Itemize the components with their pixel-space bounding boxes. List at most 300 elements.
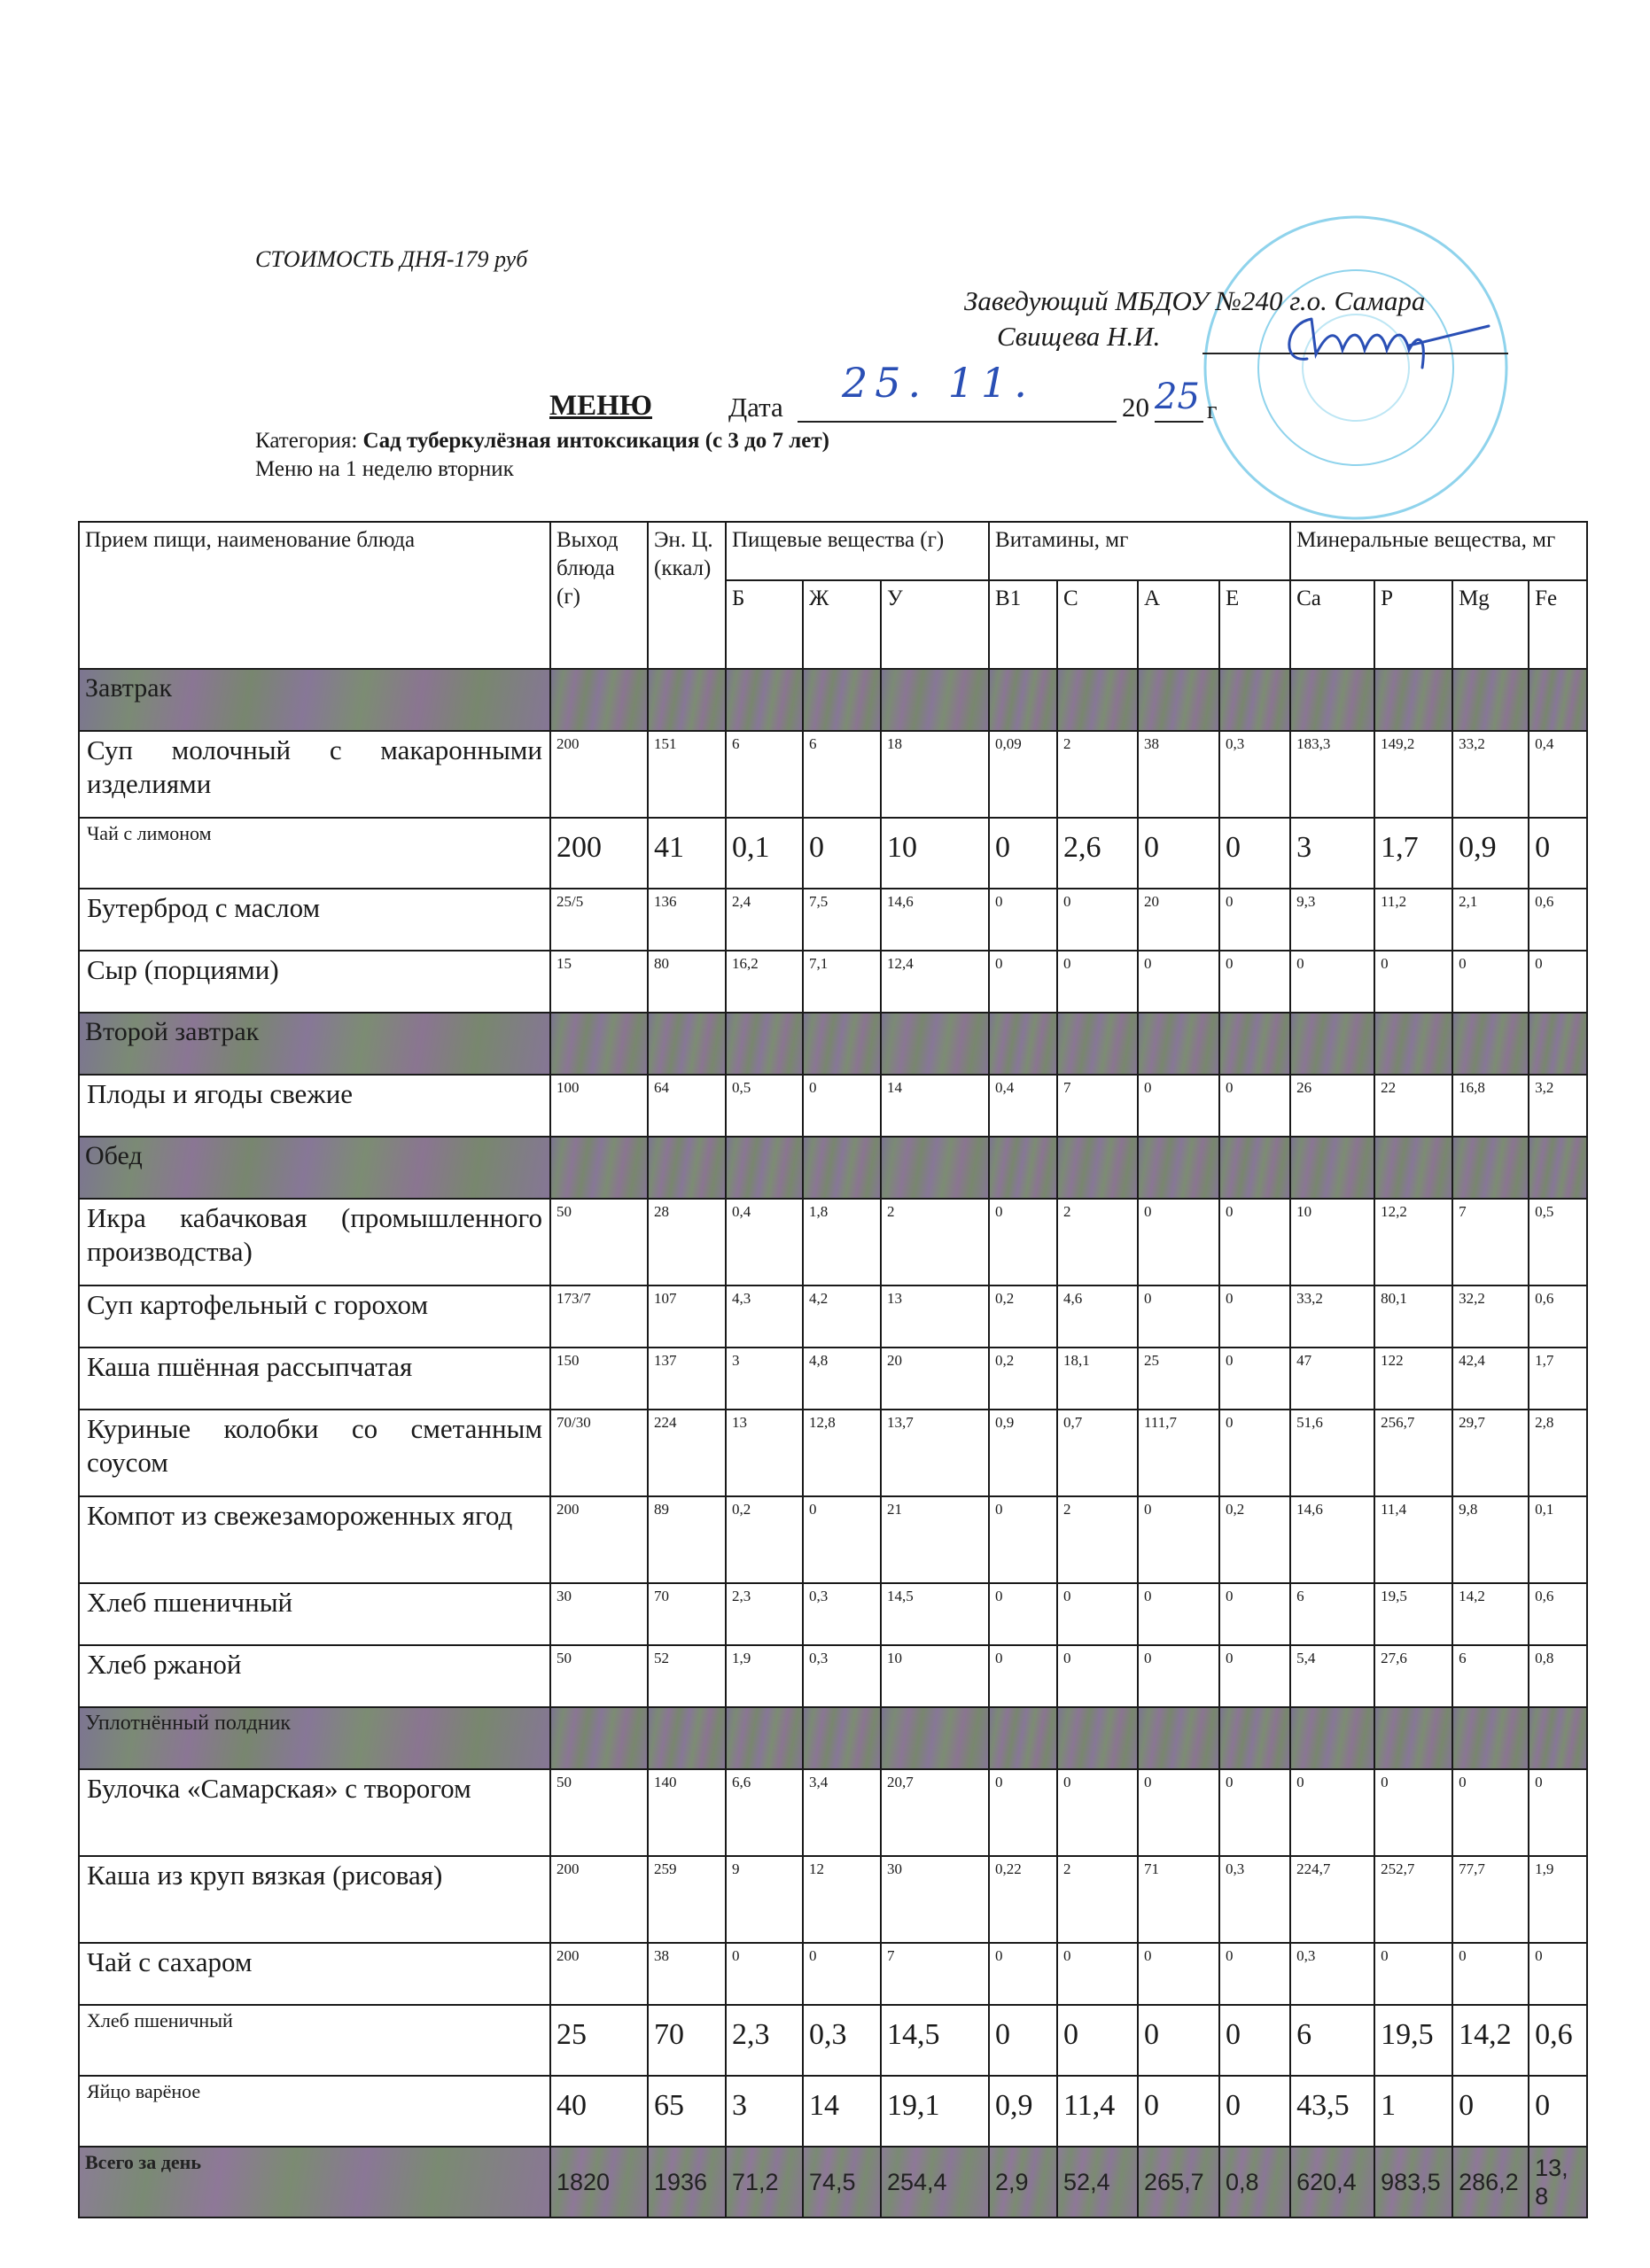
section-cell <box>726 1013 803 1075</box>
section-cell <box>1452 1707 1529 1769</box>
dish-value: 0 <box>1219 1943 1290 2005</box>
category-label: Категория: <box>255 429 358 453</box>
section-cell <box>1138 669 1219 731</box>
dish-value: 70 <box>648 2005 726 2076</box>
dish-value: 26 <box>1290 1075 1374 1137</box>
total-value: 74,5 <box>803 2147 881 2218</box>
dish-value: 20,7 <box>881 1769 989 1856</box>
dish-row <box>79 889 1587 951</box>
dish-value: 0 <box>1374 1769 1452 1856</box>
dish-value: 0 <box>1219 951 1290 1013</box>
dish-value: 2,6 <box>1057 818 1138 889</box>
dish-value: 0,8 <box>1529 1645 1587 1707</box>
dish-value: 0 <box>1138 1285 1219 1348</box>
section-cell <box>803 669 881 731</box>
dish-value: 9,3 <box>1290 889 1374 951</box>
dish-name: Каша из круп вязкая (рисовая) <box>79 1856 550 1943</box>
section-cell <box>1219 1707 1290 1769</box>
dish-value: 2,8 <box>1529 1410 1587 1496</box>
dish-value: 0,6 <box>1529 1583 1587 1645</box>
dish-value: 0,4 <box>726 1199 803 1285</box>
dish-value: 77,7 <box>1452 1856 1529 1943</box>
dish-value: 25/5 <box>550 889 648 951</box>
section-cell <box>1057 1137 1138 1199</box>
dish-value: 6 <box>1452 1645 1529 1707</box>
dish-value: 13,7 <box>881 1410 989 1496</box>
dish-row <box>79 1496 1587 1583</box>
dish-value: 0 <box>1219 1075 1290 1137</box>
dish-value: 89 <box>648 1496 726 1583</box>
dish-row <box>79 1199 1587 1285</box>
dish-value: 0 <box>1138 1199 1219 1285</box>
director-title: Заведующий МБДОУ №240 г.о. Самара <box>964 285 1426 316</box>
dish-value: 7 <box>1057 1075 1138 1137</box>
dish-value: 0 <box>989 1496 1057 1583</box>
dish-value: 0 <box>1138 2076 1219 2147</box>
dish-value: 33,2 <box>1290 1285 1374 1348</box>
total-value: 0,8 <box>1219 2147 1290 2218</box>
dish-value: 0 <box>989 1645 1057 1707</box>
dish-value: 0 <box>989 1199 1057 1285</box>
dish-value: 0,5 <box>726 1075 803 1137</box>
date-line <box>798 421 1117 423</box>
dish-value: 0,1 <box>1529 1496 1587 1583</box>
week-line: Меню на 1 неделю вторник <box>255 457 514 481</box>
dish-row <box>79 1583 1587 1645</box>
dish-value: 0 <box>1219 1769 1290 1856</box>
header-p: P <box>1374 580 1452 669</box>
dish-value: 0 <box>1138 1496 1219 1583</box>
section-cell <box>1374 669 1452 731</box>
dish-value: 11,4 <box>1057 2076 1138 2147</box>
dish-value: 50 <box>550 1199 648 1285</box>
dish-name: Плоды и ягоды свежие <box>79 1075 550 1137</box>
dish-row <box>79 2005 1587 2076</box>
dish-value: 0,4 <box>1529 731 1587 818</box>
dish-value: 0 <box>1529 1943 1587 2005</box>
dish-value: 19,5 <box>1374 1583 1452 1645</box>
dish-value: 25 <box>1138 1348 1219 1410</box>
dish-value: 256,7 <box>1374 1410 1452 1496</box>
dish-value: 9,8 <box>1452 1496 1529 1583</box>
dish-value: 2 <box>1057 731 1138 818</box>
dish-value: 0 <box>1138 1583 1219 1645</box>
dish-value: 0 <box>1219 1410 1290 1496</box>
header-energy: Эн. Ц. (ккал) <box>648 522 726 669</box>
year-prefix: 20 <box>1122 392 1149 423</box>
dish-value: 70/30 <box>550 1410 648 1496</box>
total-value: 52,4 <box>1057 2147 1138 2218</box>
dish-name: Хлеб пшеничный <box>79 2005 550 2076</box>
section-cell <box>648 1707 726 1769</box>
dish-value: 11,2 <box>1374 889 1452 951</box>
dish-name: Хлеб пшеничный <box>79 1583 550 1645</box>
section-row <box>79 1707 1587 1769</box>
total-value: 983,5 <box>1374 2147 1452 2218</box>
total-value: 265,7 <box>1138 2147 1219 2218</box>
dish-name: Куриные колобки со сметанным соусом <box>79 1410 550 1496</box>
dish-value: 19,1 <box>881 2076 989 2147</box>
dish-value: 0,6 <box>1529 1285 1587 1348</box>
dish-value: 3 <box>726 1348 803 1410</box>
dish-value: 0 <box>1452 951 1529 1013</box>
dish-value: 25 <box>550 2005 648 2076</box>
dish-value: 0 <box>1219 2076 1290 2147</box>
dish-value: 1,7 <box>1529 1348 1587 1410</box>
dish-value: 150 <box>550 1348 648 1410</box>
dish-value: 14 <box>881 1075 989 1137</box>
section-cell <box>1138 1707 1219 1769</box>
dish-row <box>79 1348 1587 1410</box>
dish-value: 0,3 <box>803 1583 881 1645</box>
dish-value: 0 <box>1529 951 1587 1013</box>
dish-value: 2,1 <box>1452 889 1529 951</box>
dish-value: 111,7 <box>1138 1410 1219 1496</box>
section-row <box>79 1013 1587 1075</box>
dish-value: 1,8 <box>803 1199 881 1285</box>
dish-value: 0 <box>1138 2005 1219 2076</box>
dish-row <box>79 1769 1587 1856</box>
dish-value: 1 <box>1374 2076 1452 2147</box>
dish-value: 0,09 <box>989 731 1057 818</box>
dish-value: 0 <box>803 1943 881 2005</box>
dish-value: 0,3 <box>803 1645 881 1707</box>
section-cell <box>1374 1137 1452 1199</box>
dish-value: 6 <box>1290 1583 1374 1645</box>
dish-value: 137 <box>648 1348 726 1410</box>
dish-value: 27,6 <box>1374 1645 1452 1707</box>
section-row <box>79 1137 1587 1199</box>
total-value: 13,8 <box>1529 2147 1587 2218</box>
dish-value: 6 <box>726 731 803 818</box>
section-cell <box>1529 1013 1587 1075</box>
dish-value: 6,6 <box>726 1769 803 1856</box>
dish-value: 0 <box>803 1075 881 1137</box>
category-value: Сад туберкулёзная интоксикация (с 3 до 7 лет) <box>362 429 829 453</box>
dish-value: 0 <box>1529 2076 1587 2147</box>
dish-value: 2,3 <box>726 2005 803 2076</box>
category-line <box>255 429 829 454</box>
dish-value: 0 <box>1219 1645 1290 1707</box>
dish-value: 0,2 <box>726 1496 803 1583</box>
dish-name: Чай с лимоном <box>79 818 550 889</box>
dish-value: 0 <box>803 818 881 889</box>
dish-value: 0,3 <box>1290 1943 1374 2005</box>
section-cell <box>1290 1137 1374 1199</box>
dish-value: 224,7 <box>1290 1856 1374 1943</box>
dish-value: 0,1 <box>726 818 803 889</box>
dish-value: 50 <box>550 1769 648 1856</box>
dish-value: 0 <box>989 889 1057 951</box>
dish-name: Суп картофельный с горохом <box>79 1285 550 1348</box>
year-suffix: г <box>1207 397 1218 424</box>
section-title: Обед <box>85 1141 143 1170</box>
dish-value: 65 <box>648 2076 726 2147</box>
dish-value: 0 <box>1138 1943 1219 2005</box>
dish-value: 29,7 <box>1452 1410 1529 1496</box>
dish-value: 10 <box>881 1645 989 1707</box>
dish-row <box>79 2076 1587 2147</box>
dish-value: 19,5 <box>1374 2005 1452 2076</box>
dish-row <box>79 731 1587 818</box>
section-cell <box>1057 1013 1138 1075</box>
dish-value: 0 <box>1290 1769 1374 1856</box>
section-cell <box>989 1707 1057 1769</box>
dish-value: 140 <box>648 1769 726 1856</box>
header-ж: Ж <box>803 580 881 669</box>
total-value: 254,4 <box>881 2147 989 2218</box>
dish-value: 2,3 <box>726 1583 803 1645</box>
dish-value: 200 <box>550 731 648 818</box>
dish-value: 0 <box>1057 1645 1138 1707</box>
dish-value: 20 <box>881 1348 989 1410</box>
dish-value: 0,3 <box>1219 1856 1290 1943</box>
header-ca: Ca <box>1290 580 1374 669</box>
dish-value: 5,4 <box>1290 1645 1374 1707</box>
dish-value: 0 <box>1452 1769 1529 1856</box>
dish-value: 4,8 <box>803 1348 881 1410</box>
signature <box>1276 301 1498 372</box>
section-cell <box>881 1707 989 1769</box>
dish-value: 0 <box>1138 1769 1219 1856</box>
dish-name: Компот из свежезамороженных ягод <box>79 1496 550 1583</box>
section-cell <box>803 1707 881 1769</box>
section-cell <box>550 1137 648 1199</box>
section-cell <box>1374 1013 1452 1075</box>
section-cell <box>1529 1707 1587 1769</box>
section-cell <box>989 669 1057 731</box>
dish-value: 13 <box>881 1285 989 1348</box>
section-title: Второй завтрак <box>85 1017 260 1046</box>
dish-value: 12,2 <box>1374 1199 1452 1285</box>
section-cell <box>648 1013 726 1075</box>
dish-value: 14,6 <box>1290 1496 1374 1583</box>
section-cell <box>726 669 803 731</box>
dish-value: 64 <box>648 1075 726 1137</box>
dish-value: 1,9 <box>726 1645 803 1707</box>
section-cell <box>803 1137 881 1199</box>
dish-value: 2 <box>1057 1496 1138 1583</box>
dish-row <box>79 1285 1587 1348</box>
dish-value: 0 <box>1452 2076 1529 2147</box>
section-cell <box>648 1137 726 1199</box>
dish-value: 18 <box>881 731 989 818</box>
section-cell <box>1057 669 1138 731</box>
dish-value: 80,1 <box>1374 1285 1452 1348</box>
dish-value: 200 <box>550 818 648 889</box>
section-cell <box>1452 1013 1529 1075</box>
date-handwritten: 25. 11. <box>842 359 1034 407</box>
dish-value: 0 <box>989 1769 1057 1856</box>
dish-value: 0 <box>1138 1645 1219 1707</box>
section-cell <box>1138 1013 1219 1075</box>
dish-value: 0 <box>803 1496 881 1583</box>
dish-value: 43,5 <box>1290 2076 1374 2147</box>
section-cell <box>803 1013 881 1075</box>
dish-row <box>79 951 1587 1013</box>
section-cell <box>1374 1707 1452 1769</box>
dish-row <box>79 818 1587 889</box>
dish-row <box>79 1410 1587 1496</box>
dish-value: 21 <box>881 1496 989 1583</box>
header-nutrients: Пищевые вещества (г) <box>726 522 989 580</box>
section-cell <box>726 1707 803 1769</box>
section-cell <box>550 1707 648 1769</box>
dish-value: 14,2 <box>1452 1583 1529 1645</box>
dish-value: 0 <box>1219 1199 1290 1285</box>
year-line <box>1155 421 1203 423</box>
dish-value: 0,5 <box>1529 1199 1587 1285</box>
dish-value: 14,5 <box>881 2005 989 2076</box>
dish-value: 2 <box>881 1199 989 1285</box>
dish-value: 11,4 <box>1374 1496 1452 1583</box>
dish-value: 0,7 <box>1057 1410 1138 1496</box>
dish-value: 7,5 <box>803 889 881 951</box>
dish-value: 0 <box>989 951 1057 1013</box>
section-cell <box>550 1013 648 1075</box>
section-cell <box>989 1013 1057 1075</box>
date-label: Дата <box>728 392 783 423</box>
dish-value: 3 <box>1290 818 1374 889</box>
dish-row <box>79 1645 1587 1707</box>
dish-value: 0 <box>1057 1943 1138 2005</box>
dish-name: Булочка «Самарская» с творогом <box>79 1769 550 1856</box>
total-value: 620,4 <box>1290 2147 1374 2218</box>
dish-value: 3 <box>726 2076 803 2147</box>
dish-value: 28 <box>648 1199 726 1285</box>
dish-value: 2 <box>1057 1199 1138 1285</box>
dish-value: 151 <box>648 731 726 818</box>
dish-value: 70 <box>648 1583 726 1645</box>
dish-value: 47 <box>1290 1348 1374 1410</box>
dish-value: 0 <box>1219 1285 1290 1348</box>
dish-value: 0 <box>1057 1769 1138 1856</box>
dish-row <box>79 1943 1587 2005</box>
dish-value: 0,3 <box>1219 731 1290 818</box>
section-cell <box>881 669 989 731</box>
dish-value: 0 <box>1219 2005 1290 2076</box>
dish-value: 30 <box>550 1583 648 1645</box>
dish-value: 0,2 <box>989 1285 1057 1348</box>
dish-value: 10 <box>881 818 989 889</box>
dish-value: 0,3 <box>803 2005 881 2076</box>
dish-value: 0 <box>1452 1943 1529 2005</box>
dish-value: 0 <box>726 1943 803 2005</box>
dish-row <box>79 1075 1587 1137</box>
dish-value: 12 <box>803 1856 881 1943</box>
header-yield: Выход блюда (г) <box>550 522 648 669</box>
dish-value: 0 <box>1057 951 1138 1013</box>
dish-value: 0 <box>1290 951 1374 1013</box>
dish-value: 12,8 <box>803 1410 881 1496</box>
dish-value: 0 <box>1138 1075 1219 1137</box>
section-cell <box>1290 1013 1374 1075</box>
dish-value: 32,2 <box>1452 1285 1529 1348</box>
dish-value: 16,2 <box>726 951 803 1013</box>
header-b1: B1 <box>989 580 1057 669</box>
dish-value: 173/7 <box>550 1285 648 1348</box>
dish-name: Хлеб ржаной <box>79 1645 550 1707</box>
dish-value: 0 <box>989 818 1057 889</box>
dish-value: 4,2 <box>803 1285 881 1348</box>
section-cell <box>1057 1707 1138 1769</box>
dish-value: 100 <box>550 1075 648 1137</box>
header-fe: Fe <box>1529 580 1587 669</box>
dish-value: 10 <box>1290 1199 1374 1285</box>
dish-value: 2 <box>1057 1856 1138 1943</box>
dish-value: 107 <box>648 1285 726 1348</box>
dish-value: 20 <box>1138 889 1219 951</box>
section-cell <box>1290 1707 1374 1769</box>
dish-value: 33,2 <box>1452 731 1529 818</box>
dish-value: 51,6 <box>1290 1410 1374 1496</box>
dish-value: 40 <box>550 2076 648 2147</box>
dish-value: 1,7 <box>1374 818 1452 889</box>
dish-value: 6 <box>1290 2005 1374 2076</box>
dish-value: 15 <box>550 951 648 1013</box>
section-cell <box>1452 1137 1529 1199</box>
dish-name: Чай с сахаром <box>79 1943 550 2005</box>
dish-value: 4,6 <box>1057 1285 1138 1348</box>
dish-value: 0,6 <box>1529 889 1587 951</box>
dish-value: 41 <box>648 818 726 889</box>
dish-value: 0 <box>1374 951 1452 1013</box>
total-value: 71,2 <box>726 2147 803 2218</box>
section-cell <box>648 669 726 731</box>
dish-value: 38 <box>1138 731 1219 818</box>
section-cell <box>1219 669 1290 731</box>
dish-value: 12,4 <box>881 951 989 1013</box>
section-cell <box>726 1137 803 1199</box>
total-value: 1820 <box>550 2147 648 2218</box>
dish-value: 30 <box>881 1856 989 1943</box>
dish-value: 0 <box>989 1943 1057 2005</box>
dish-value: 200 <box>550 1496 648 1583</box>
dish-value: 6 <box>803 731 881 818</box>
dish-value: 0 <box>1529 818 1587 889</box>
header-minerals: Минеральные вещества, мг <box>1290 522 1587 580</box>
dish-value: 9 <box>726 1856 803 1943</box>
dish-value: 0,4 <box>989 1075 1057 1137</box>
dish-value: 0 <box>1219 1348 1290 1410</box>
total-label: Всего за день <box>79 2147 550 2218</box>
dish-value: 7 <box>881 1943 989 2005</box>
dish-name: Яйцо варёное <box>79 2076 550 2147</box>
section-title: Завтрак <box>85 673 173 703</box>
dish-value: 50 <box>550 1645 648 1707</box>
total-value: 286,2 <box>1452 2147 1529 2218</box>
section-cell <box>1452 669 1529 731</box>
dish-value: 14,6 <box>881 889 989 951</box>
dish-value: 183,3 <box>1290 731 1374 818</box>
dish-value: 7 <box>1452 1199 1529 1285</box>
dish-value: 0 <box>1057 889 1138 951</box>
dish-value: 22 <box>1374 1075 1452 1137</box>
section-cell <box>881 1137 989 1199</box>
menu-title: МЕНЮ <box>549 390 652 422</box>
year-handwritten: 25 <box>1155 377 1200 417</box>
dish-value: 0,22 <box>989 1856 1057 1943</box>
header-a: A <box>1138 580 1219 669</box>
dish-value: 0,6 <box>1529 2005 1587 2076</box>
dish-value: 14,5 <box>881 1583 989 1645</box>
dish-value: 42,4 <box>1452 1348 1529 1410</box>
header-e: E <box>1219 580 1290 669</box>
section-cell <box>881 1013 989 1075</box>
dish-value: 136 <box>648 889 726 951</box>
dish-value: 1,9 <box>1529 1856 1587 1943</box>
dish-value: 0 <box>989 2005 1057 2076</box>
